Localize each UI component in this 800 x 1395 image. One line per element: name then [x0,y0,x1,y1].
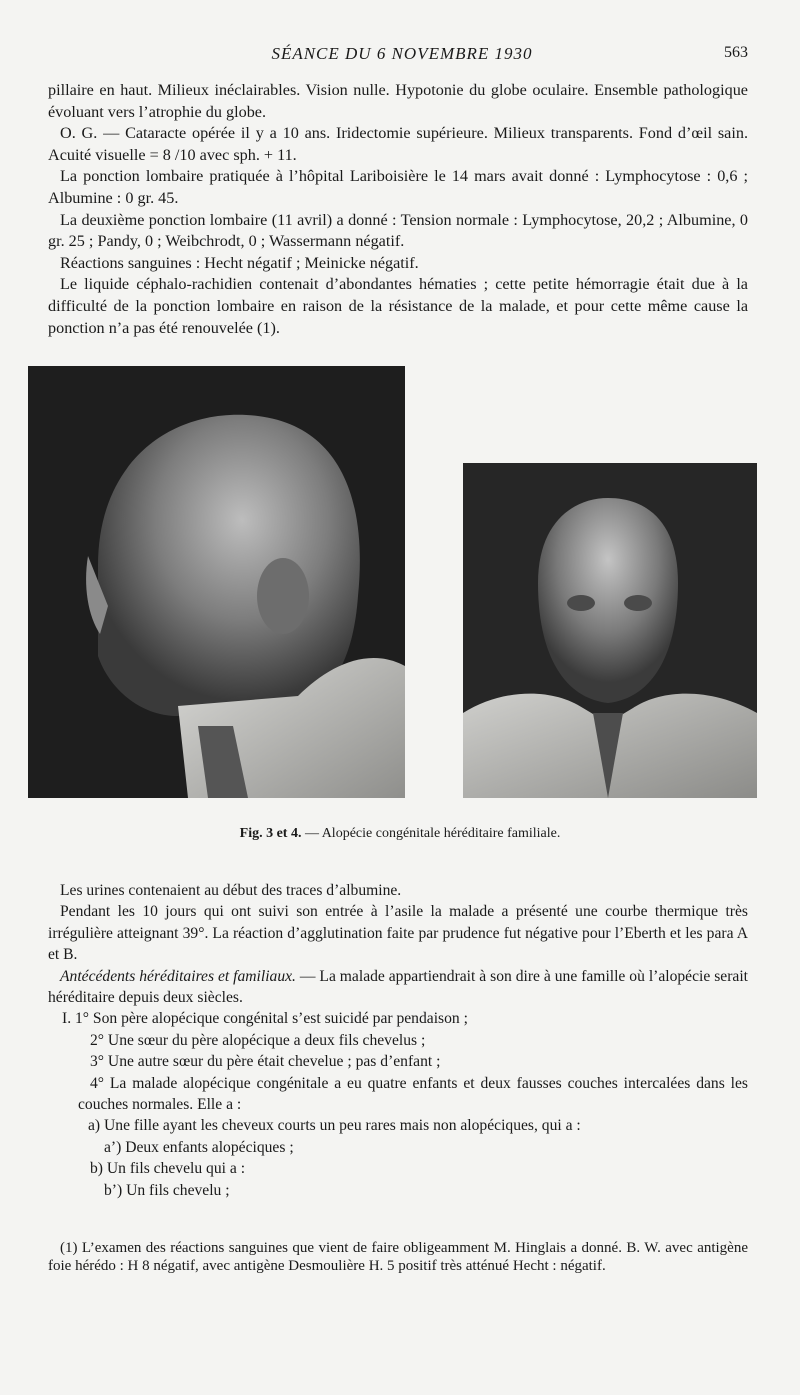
list-item: 4° La malade alopécique congénitale a eu quatre enfants et deux fausses couches intercalées dans les couches normales. Elle a : [78,1074,748,1114]
figure-4-photo [463,463,757,798]
list-item: 3° Une autre sœur du père était chevelue ; pas d’enfant ; [90,1053,441,1071]
page-number: 563 [724,44,748,61]
caption-label: Fig. 3 et 4. [239,826,302,841]
list-item: b) Un fils chevelu qui a : [90,1160,246,1178]
running-title: SÉANCE DU 6 NOVEMBRE 1930 [271,44,533,63]
page-header [56,44,748,66]
antecedents-list [48,1008,748,1201]
antecedents-intro: — La malade appartiendrait à son dire à une famille où l’alopécie serait héréditaire depuis deux siècles. [48,967,748,1007]
paragraph: pillaire en haut. Milieux inéclairables. Vision nulle. Hypotonie du globe oculaire. Ensemble pathologique évoluant vers l’atrophie du globe. [48,81,748,121]
list-item: I. 1° Son père alopécique congénital s’est suicidé par pendaison ; [62,1010,468,1028]
paragraph: Les urines contenaient au début des traces d’albumine. [60,882,402,899]
antecedents-heading: Antécédents héréditaires et familiaux. [60,967,296,985]
top-text-block [48,80,748,339]
list-item: a) Une fille ayant les cheveux courts un peu rares mais non alopéciques, qui a : [88,1117,581,1135]
paragraph: Réactions sanguines : Hecht négatif ; Meinicke négatif. [60,253,419,272]
paragraph: O. G. — Cataracte opérée il y a 10 ans. Iridectomie supérieure. Milieux transparents. Fond d’œil sain. Acuité visuelle = 8 /10 avec sph. + 11. [48,124,748,164]
antecedents-paragraph [48,966,748,1009]
list-item: a’) Deux enfants alopéciques ; [104,1138,294,1156]
list-item: 2° Une sœur du père alopécique a deux fils chevelus ; [90,1031,426,1049]
paragraph: Le liquide céphalo-rachidien contenait d’abondantes hématies ; cette petite hémorragie était due à la difficulté de la ponction lombaire en raison de la résistance de la malade, et pour cette même cause la ponction n’a pas été renouvelée (1). [48,275,748,337]
footnote-text: (1) L’examen des réactions sanguines que vient de faire obligeamment M. Hinglais a donné. B. W. avec antigène foie hérédo : H 8 négatif, avec antigène Desmoulière H. 5 positif très atténué Hecht : négatif. [48,1240,748,1274]
figure-3-photo [28,366,405,798]
caption-text: — Alopécie congénitale héréditaire familiale. [304,826,561,841]
figure-caption [0,826,800,842]
footnote [48,1240,748,1275]
paragraph: La deuxième ponction lombaire (11 avril) a donné : Tension normale : Lymphocytose, 20,2 ; Albumine, 0 gr. 25 ; Pandy, 0 ; Weibchrodt, 0 ; Wassermann négatif. [48,210,748,251]
bottom-text-block [48,880,748,1201]
list-item: b’) Un fils chevelu ; [104,1181,230,1199]
paragraph: Pendant les 10 jours qui ont suivi son entrée à l’asile la malade a présenté une courbe thermique très irrégulière atteignant 39°. La réaction d’agglutination faite par prudence fut négative pour l’Eberth et les para A et B. [48,903,748,964]
paragraph: La ponction lombaire pratiquée à l’hôpital Lariboisière le 14 mars avait donné : Lymphocytose : 0,6 ; Albumine : 0 gr. 45. [48,167,748,207]
